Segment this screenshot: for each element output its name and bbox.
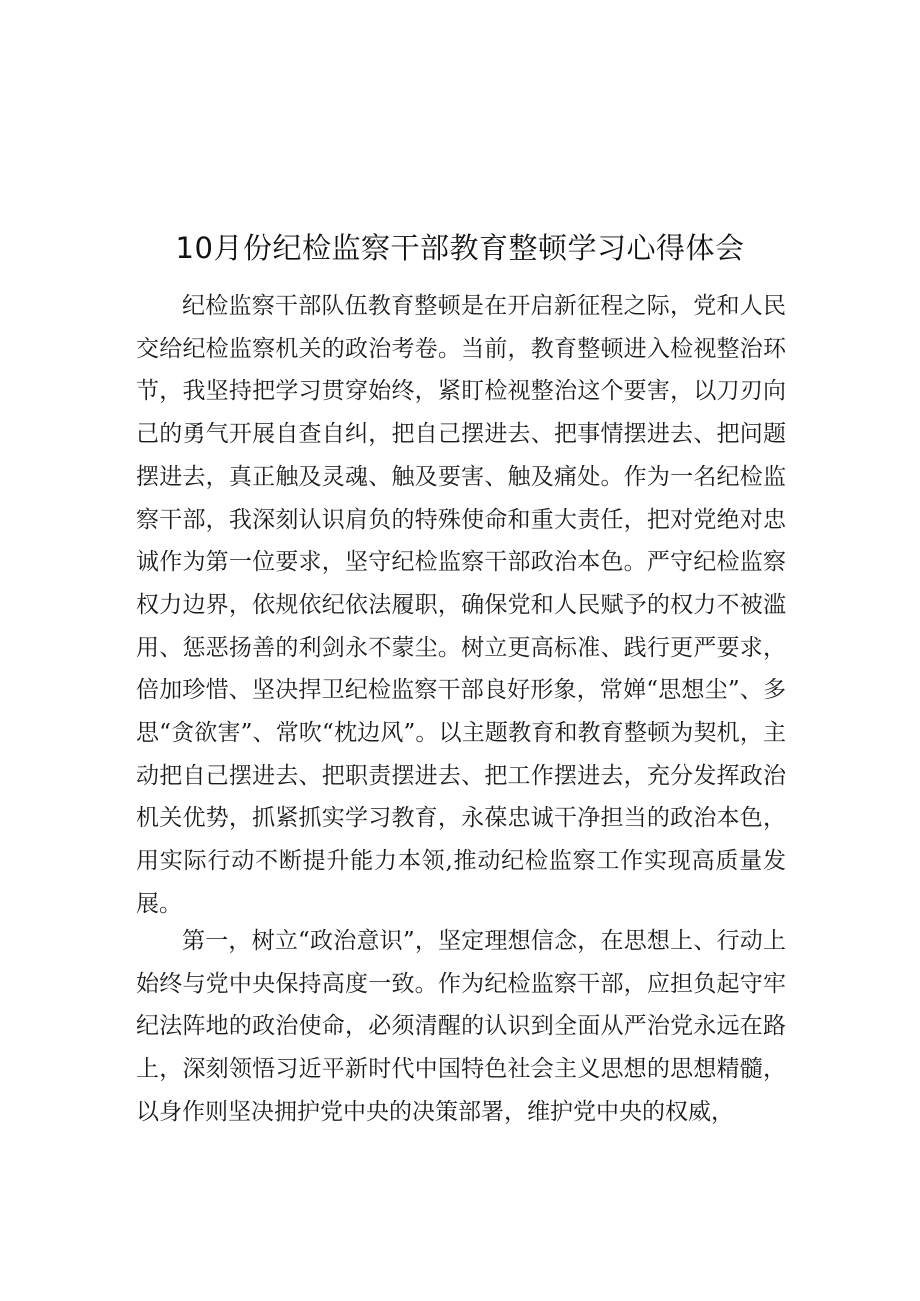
paragraph-2: 第一，树立“政治意识”，坚定理想信念，在思想上、行动上始终与党中央保持高度一致。作为纪检监察干部，应担负起守牢纪法阵地的政治使命，必须清醒的认识到全面从严治党永远在路上，深刻领悟习近平新时代中国特色社会主义思想的思想精髓，以身作则坚决拥护党中央的决策部署，维护党中央的权威， — [136, 928, 786, 1125]
paragraph-1: 纪检监察干部队伍教育整顿是在开启新征程之际，党和人民交给纪检监察机关的政治考卷。当前，教育整顿进入检视整治环节，我坚持把学习贯穿始终，紧盯检视整治这个要害，以刀刃向己的勇气开展自查自纠，把自己摆进去、把事情摆进去、把问题摆进去，真正触及灵魂、触及要害、触及痛处。作为一名纪检监察干部，我深刻认识肩负的特殊使命和重大责任，把对党绝对忠诚作为第一位要求，坚守纪检监察干部政治本色。严守纪检监察权力边界，依规依纪依法履职，确保党和人民赋予的权力不被滥用、惩恶扬善的利剑永不蒙尘。树立更高标准、践行更严要求，倍加珍惜、坚决捍卫纪检监察干部良好形象，常婵“思想尘”、多思“贪欲害”、常吹“枕边风”。以主题教育和教育整顿为契机，主动把自己摆进去、把职责摆进去、把工作摆进去，充分发挥政治机关优势，抓紧抓实学习教育，永葆忠诚干净担当的政治本色，用实际行动不断提升能力本领,推动纪检监察工作实现高质量发展。 — [136, 293, 786, 917]
document-title: 10月份纪检监察干部教育整顿学习心得体会 — [175, 231, 745, 265]
